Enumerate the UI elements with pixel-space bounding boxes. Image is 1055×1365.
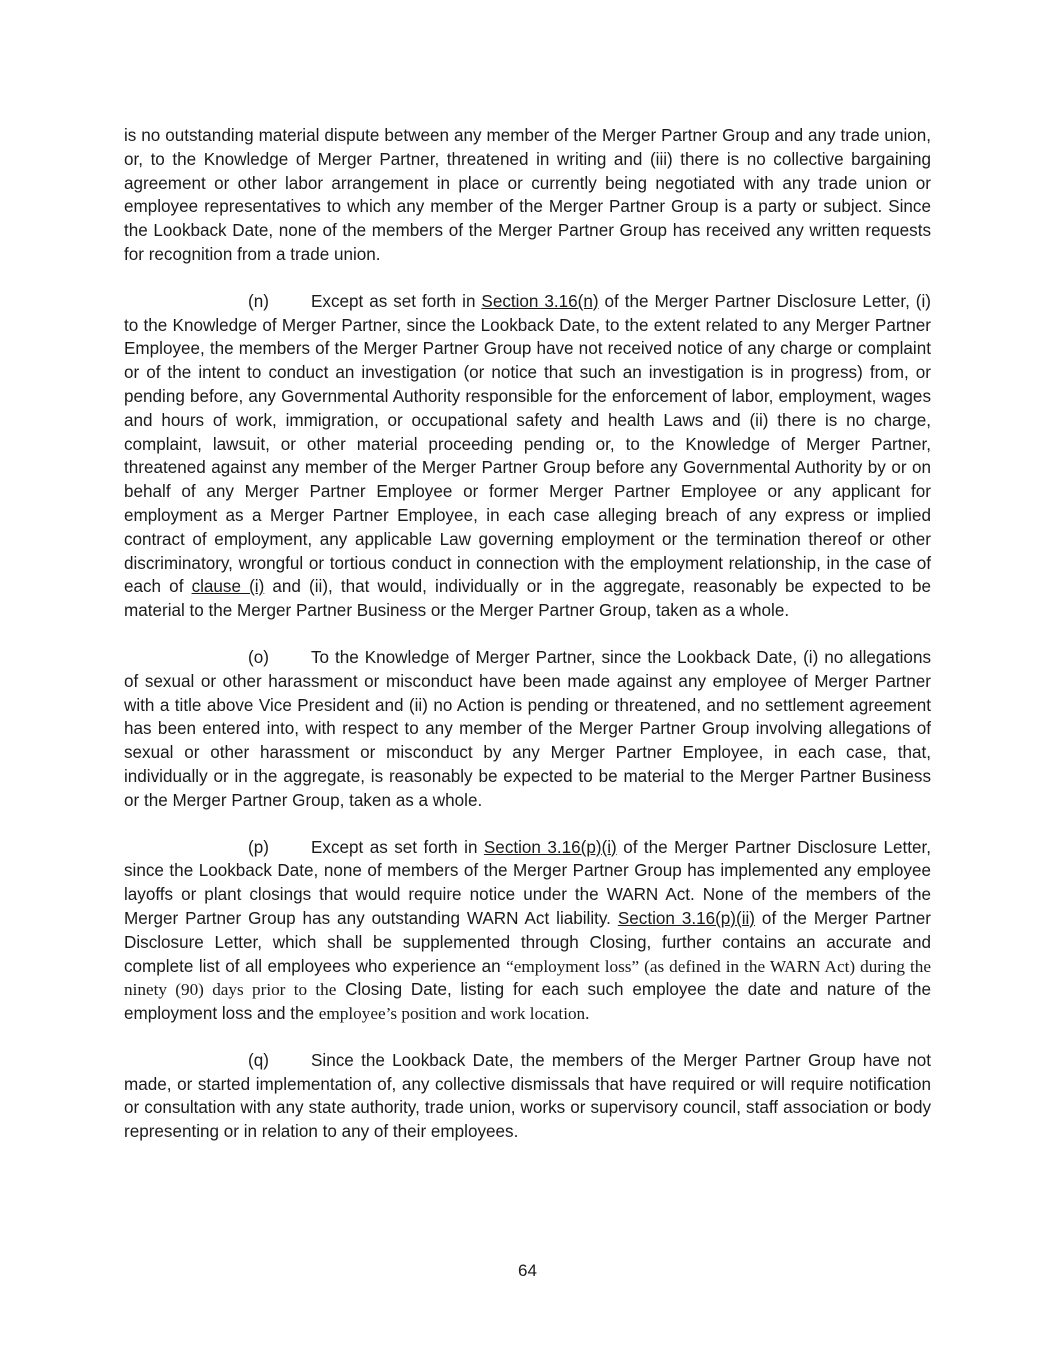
- section-p-text-b: of the Merger Partner Disclosure Letter, since the Lookback Date, none of members of the Merger Partner Group has implemented any employee layoffs or plant closings that would require notice under the WARN Act. None of the members of the Merger Partner Group has any outstanding WARN Act liability.: [124, 837, 931, 928]
- paragraph-section-p: [124, 836, 931, 1026]
- section-p-text-a: Except as set forth in: [311, 837, 484, 857]
- section-p-text-serif-2: employee’s position and work location.: [318, 1004, 590, 1024]
- section-n-reference-2: clause (i): [191, 577, 265, 597]
- continuation-text: is no outstanding material dispute between any member of the Merger Partner Group and any trade union, or, to the Knowledge of Merger Partner, threatened in writing and (iii) there is no collective bargaining agreement or other labor arrangement in place or currently being negotiated with any trade union or employee representatives to which any member of the Merger Partner Group is a party or subject. Since the Lookback Date, none of the members of the Merger Partner Group has received any written requests for recognition from a trade union.: [124, 126, 931, 264]
- section-p-reference-2: Section 3.16(p)(ii): [617, 908, 755, 928]
- section-n-text-b: of the Merger Partner Disclosure Letter, (i) to the Knowledge of Merger Partner, since the Lookback Date, to the extent related to any Merger Partner Employee, the members of the Merger Partner Group have not received notice of any charge or complaint or of the intent to conduct an investigation (or notice that such an investigation is in progress) from, or pending before, any Governmental Authority responsible for the enforcement of labor, employment, wages and hours of work, immigration, or occupational safety and health Laws and (ii) there is no charge, complaint, lawsuit, or other material proceeding pending or, to the Knowledge of Merger Partner, threatened against any member of the Merger Partner Group before any Governmental Authority by or on behalf of any Merger Partner Employee or former Merger Partner Employee or any applicant for employment as a Merger Partner Employee, in each case alleging breach of any express or implied contract of employment, any applicable Law governing employment or the termination thereof or other discriminatory, wrongful or tortious conduct in connection with the employment relationship, in the case of each of: [124, 291, 931, 597]
- paragraph-section-o: [124, 646, 931, 813]
- paragraph-continuation: [124, 124, 931, 267]
- section-p-reference-1: Section 3.16(p)(i): [483, 837, 617, 857]
- section-n-reference-1: Section 3.16(n): [481, 291, 599, 311]
- section-n-text-c: and (ii), that would, individually or in the aggregate, reasonably be expected to be material to the Merger Partner Business or the Merger Partner Group, taken as a whole.: [124, 577, 931, 621]
- section-q-label: (q): [248, 1050, 269, 1070]
- section-o-label: (o): [248, 647, 269, 667]
- section-n-label: (n): [248, 291, 269, 311]
- page-number: 64: [518, 1261, 537, 1280]
- section-n-text-a: Except as set forth in: [311, 291, 482, 311]
- section-o-text: To the Knowledge of Merger Partner, since the Lookback Date, (i) no allegations of sexual or other harassment or misconduct have been made against any employee of Merger Partner with a title above Vice President and (ii) no Action is pending or threatened, and no settlement agreement has been entered into, with respect to any member of the Merger Partner Group involving allegations of sexual or other harassment or misconduct by any Merger Partner Employee, in each case, that, individually or in the aggregate, is reasonably be expected to be material to the Merger Partner Business or the Merger Partner Group, taken as a whole.: [124, 647, 931, 810]
- section-p-text-d: Closing Date, listing for each such employee the date and nature of the employment loss and the: [124, 980, 931, 1024]
- section-p-label: (p): [248, 837, 269, 857]
- paragraph-section-q: [124, 1049, 931, 1144]
- section-p-text-serif-1: “employment loss” (as defined in the WARN Act) during the ninety (90) days prior to the: [124, 956, 932, 1000]
- section-p-text-c: of the Merger Partner Disclosure Letter, which shall be supplemented through Closing, further contains an accurate and complete list of all employees who experience an: [124, 908, 931, 976]
- section-q-text: Since the Lookback Date, the members of the Merger Partner Group have not made, or started implementation of, any collective dismissals that have required or will require notification or consultation with any state authority, trade union, works or supervisory council, staff association or body representing or in relation to any of their employees.: [124, 1050, 931, 1142]
- paragraph-section-n: [124, 290, 931, 623]
- document-page: [124, 124, 931, 1167]
